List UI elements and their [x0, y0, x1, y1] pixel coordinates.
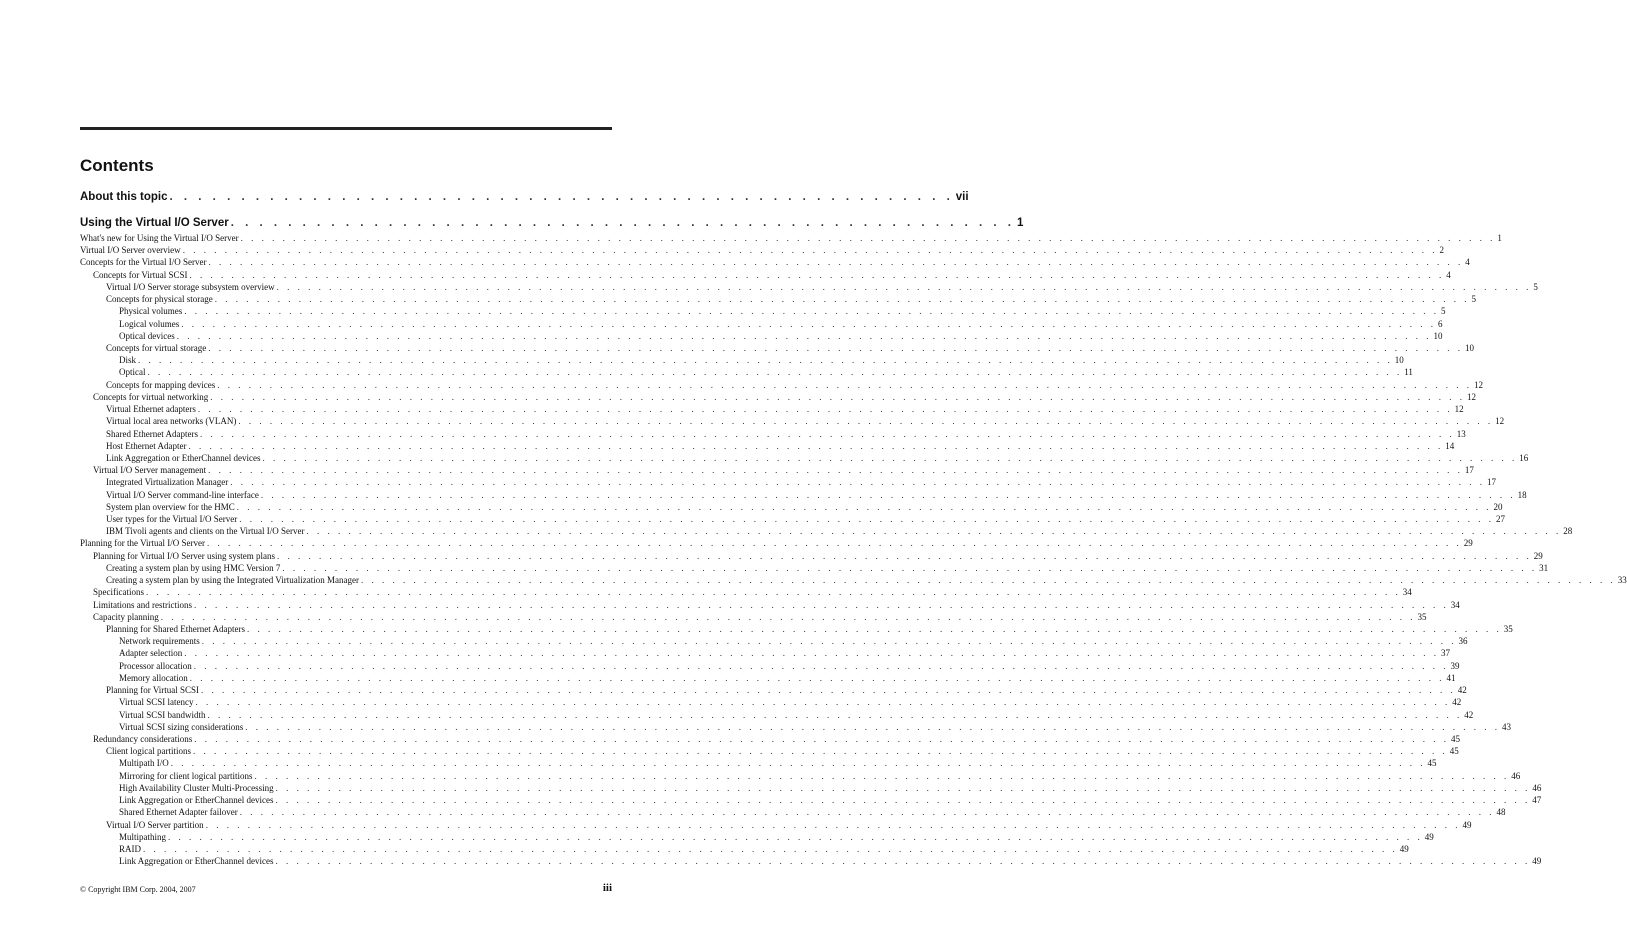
toc-entry[interactable] — [80, 513, 1506, 525]
toc-entry-label: Virtual I/O Server partition — [106, 819, 204, 830]
toc-entry-label: Virtual I/O Server overview — [80, 245, 181, 256]
toc-leader: . . . . . . . . . . . . . . . . . . . . . . . . . . . . . . . . . . . . . . . . . . . . . . . . . . . . . . . . . . . . . . . . . . . . . . . . . . . . . . . . . . . . . . . . . . . . . . . . . . . . . . . . . . . . . . . . . . . . . . . . — [238, 416, 1494, 427]
toc-leader: . . . . . . . . . . . . . . . . . . . . . . . . . . . . . . . . . . . . . . . . . . . . . . . . . . . . . . . . . . . . . . . . . . . . . . . . . . . . . . . . . . . . . . . . . . . . . . . . . . . . . . . . . . . . . . . . . . . . . . . . — [214, 294, 1470, 305]
toc-entry-label: Physical volumes — [119, 306, 183, 317]
toc-entry[interactable] — [80, 244, 1444, 256]
toc-entry[interactable] — [80, 599, 1460, 611]
toc-entry[interactable] — [80, 391, 1476, 403]
toc-entry-label: What's new for Using the Virtual I/O Server — [80, 233, 239, 243]
toc-entry-page: 34 — [1450, 599, 1460, 610]
toc-leader: . . . . . . . . . . . . . . . . . . . . . . . . . . . . . . . . . . . . . . . . . . . . . . . . . . . . . . . . . . . . . . . . . . . . . . . . . . . . . . . . . . . . . . . . . . . . . . . . . . . . . . . . . . . . . . . . . . . . . . . . — [208, 342, 1463, 353]
toc-entry[interactable] — [80, 684, 1467, 696]
toc-entry-page: 35 — [1417, 611, 1427, 622]
toc-leader: . . . . . . . . . . . . . . . . . . . . . . . . . . . . . . . . . . . . . . . . . . . . . . . . . . . . . . . . . . . . . . . . . . . . . . . . . . . . . . . . . . . . . . . . . . . . . . . . . . . . . . . . . . . . . . . . . . . . . . . . — [181, 318, 1436, 329]
toc-leader: . . . . . . . . . . . . . . . . . . . . . . . . . . . . . . . . . . . . . . . . . . . . . . . . . . . . . . . . . . . . . . . . . . . . . . . . . . . . . . . . . . . . . . . . . . . . . . . . . . . . . . . . . . . . . . . . . . . . . . . . — [240, 233, 1496, 243]
toc-entry-page: 10 — [1433, 330, 1443, 341]
toc-entry-page: 17 — [1464, 465, 1474, 476]
toc-entry[interactable] — [80, 256, 1470, 268]
toc-entry-page: 27 — [1496, 514, 1506, 525]
copyright-notice: © Copyright IBM Corp. 2004, 2007 — [80, 885, 196, 894]
toc-entry[interactable] — [80, 623, 1513, 635]
toc-entry-page: 12 — [1466, 391, 1476, 402]
toc-entry[interactable] — [80, 293, 1476, 305]
toc-entry[interactable] — [80, 611, 1427, 623]
toc-entry-page: 14 — [1445, 440, 1455, 451]
toc-entry-label: Creating a system plan by using HMC Version 7 — [106, 562, 281, 573]
toc-leader: . . . . . . . . . . . . . . . . . . . . . . . . . . . . . . . . . . . . . . . . . . . . . . . . . . . . . . . . . . . . . . . . . . . . . . . . . . . . . . . . . . . . . . . . . . . . . . . . . . . . . . . . . . . . . . . . . . . . . . . . — [184, 306, 1439, 317]
toc-leader: . . . . . . . . . . . . . . . . . . . . . . . . . . . . . . . . . . . . . . . . . . . . . . . . . . . . . . . . . . . . . . . . . . . . . . . . . . . . . . . . . . . . . . . . . . . . . . . . . . . . . . . . . . . . . . . . . . . . . . . . — [199, 428, 1455, 439]
toc-leader: . . . . . . . . . . . . . . . . . . . . . . . . . . . . . . . . . . . . . . . . . . . . . . . . . . . . . . . . . . . . . . . . . . . . . . . . . . . . . . . . . . . . . . . . . . . . . . . . . . . . . . . . . . . . . . . . . . . . . . . . — [188, 440, 1444, 451]
toc-leader: . . . . . . . . . . . . . . . . . . . . . . . . . . . . . . . . . . . . . . . . . . . . . . . . . . . . . . . . . . . . . . . . . . . . . . . . . . . . . . . . . . . . . . . . . . . . . . . . . . . . . . . . . . . . . . . . . . . . . . . . — [254, 770, 1510, 781]
toc-entry[interactable] — [80, 537, 1473, 549]
toc-entry-label: Concepts for Virtual SCSI — [93, 269, 188, 280]
toc-entry-label: Virtual I/O Server storage subsystem overview — [106, 281, 275, 292]
toc-entry[interactable] — [80, 342, 1474, 354]
toc-leader: . . . . . . . . . . . . . . . . . . . . . . . . . . . . . . . . . . . . . . . . . . . . . . . . . . . . . . . . . . . . . . . . . . . . . . . . . . . . . . . . . . . . . . . . . . . . . . . . . . . . . . . . . . . . . . . . . . . . . . . . — [207, 538, 1462, 549]
toc-entry-label: Concepts for mapping devices — [106, 379, 216, 390]
toc-entry-page: 34 — [1402, 587, 1412, 598]
toc-entry-label: Limitations and restrictions — [93, 599, 192, 610]
toc-entry-label: Concepts for virtual storage — [106, 342, 207, 353]
toc-leader: . . . . . . . . . . . . . . . . . . . . . . . . . . . . . . . . . . . . . . . . . . . . . . . . . . . . . . . . . . . . . . . . . . . . . . . . . . . . . . . . . . . . . . . . . . . . . . . . . . . . . . . . . . . . . . . . . . . . . . . . — [277, 550, 1532, 561]
toc-entry[interactable] — [80, 550, 1543, 562]
toc-leader: . . . . . . . . . . . . . . . . . . . . . . . . . . . . . . . . . . . . . . . . . . . . . . . . . . . . . . . . . . . . . . . . . . . . . . . . . . . . . . . . . . . . . . . . . . . . . . . . . . . . . . . . . . . . . . . . . . . . . . . . — [170, 758, 1426, 769]
toc-entry-page: 43 — [1501, 721, 1511, 732]
toc-entry[interactable] — [80, 733, 1460, 745]
toc-entry-label: Virtual SCSI bandwidth — [119, 709, 206, 720]
toc-leader: . . . . . . . . . . . . . . . . . . . . . . . . . . . . . . . . . . . . . . . . . . . . . . . . . . . . . . . . . . . . . . . . . . . . . . . . . . . . . . . . . . . . . . . . . . . . . . . . . . . . . . . . . . . . . . . . . . . . . . . . — [239, 807, 1495, 818]
toc-entry-label: Optical — [119, 367, 146, 378]
toc-entry-label: Optical devices — [119, 330, 175, 341]
toc-entry-page: 29 — [1533, 550, 1543, 561]
toc-entry-page: 10 — [1394, 355, 1404, 366]
toc-entry[interactable] — [80, 770, 1521, 782]
toc-leader: . . . . . . . . . . . . . . . . . . . . . . . . . . . . . . . . . . . . . . . . . . . . . . . . . . . . . . . . . . . . . . . . . . . . . . . . . . . . . . . . . . . . . . . . . . . . . . . . . . . . . . . . . . . . . . . . . . . . . . . . — [260, 489, 1516, 500]
toc-entry[interactable] — [80, 672, 1456, 684]
toc-leader: . . . . . . . . . . . . . . . . . . . . . . . . . . . . . . . . . . . . . . . . . . . . . . . . . . . . . . . . . . . . . . . . . . . . . . . . . . . . . . . . . . . . . . . . . . . . . . . . . . . . . . . . . . . . . . . . . . . . . . . . — [217, 379, 1472, 390]
toc-leader: . . . . . . . . . . . . . . . . . . . . . . . . . . . . . . . . . . . . . . . . . . . . . . . . . . . . . . . . . . . . . . . . . . . . . . . . . . . . . . . . . . . . . . . . . . . . . . . . . . . . . . . . . . . . . . . . . . . . . . . . — [197, 404, 1453, 415]
toc-section-label: Using the Virtual I/O Server — [80, 217, 229, 229]
toc-entry-page: 11 — [1404, 367, 1413, 378]
toc-entry[interactable] — [80, 318, 1443, 330]
toc-entry-label: Virtual SCSI sizing considerations — [119, 721, 244, 732]
toc-entry-label: Concepts for the Virtual I/O Server — [80, 257, 207, 268]
toc-entry-page: 46 — [1532, 782, 1542, 793]
toc-entry[interactable] — [80, 476, 1496, 488]
toc-entry-page: 4 — [1446, 269, 1451, 280]
toc-entry-page: 45 — [1427, 758, 1437, 769]
toc-leader: . . . . . . . . . . . . . . . . . . . . . . . . . . . . . . . . . . . . . . . . . . . . . . . . . . . . . . . . . . . . . . . . . . . . . . . . . . . . . . . . . . . . . . . . . . . . . . . . . . . . . . . . . . . . . . . . . . . . . . . . — [146, 587, 1401, 598]
toc-leader: . . . . . . . . . . . . . . . . . . . . . . . . . . . . . . . . . . . . . . . . . . . . . . . . . . . . . . . . . . . . . . . . . . . . . . . . . . . . . . . . . . . . . . . . . . . . . . . . . . . . . . . . . . . . . . . . . . . . . . . . — [239, 514, 1495, 525]
toc-entry-page: 42 — [1464, 709, 1474, 720]
toc-entry[interactable] — [80, 452, 1529, 464]
toc-entry[interactable] — [80, 586, 1412, 598]
toc-entry[interactable] — [80, 843, 1409, 855]
toc-entry[interactable] — [80, 525, 1573, 537]
toc-entry[interactable] — [80, 440, 1455, 452]
toc-entry-label: Logical volumes — [119, 318, 180, 329]
toc-leader: . . . . . . . . . . . . . . . . . . . . . . . . . . . . . . . . . . . . . . . . . . . . . . . . . . . . . . . . . . . . . . . . . . . . . . . . . . . . . . . . . . . . . . . . . . . . . . . . . . . . . . . . . . . . . . . . . . . . . . . . — [262, 452, 1518, 463]
toc-entry-page: 12 — [1454, 404, 1464, 415]
toc-section-using[interactable] — [80, 216, 1024, 230]
toc-entry-page: 12 — [1495, 416, 1505, 427]
toc-entry[interactable] — [80, 757, 1437, 769]
toc-leader: . . . . . . . . . . . . . . . . . . . . . . . . . . . . . . . . . . . . . . . . . . . . . . . . . . . . . . . . . . . . . . . . . . . . . . . . . . . . . . . . . . . . . . . . . . . . . . . . . . . . . . . . . . . . . . . . . . . . . . . . — [205, 819, 1461, 830]
toc-entry[interactable] — [80, 709, 1474, 721]
toc-leader: . . . . . . . . . . . . . . . . . . . . . . . . . . . . . . . . . . . . . . . . . . . . . . . . . . . . . . . . . . . . . . . . . . . . . . . . . . . . . . . . . . . . . . . . . . . . . . . . . . . . . . . . . . . . . . . . . . . . . . . . — [168, 831, 1423, 842]
toc-entry-page: 5 — [1441, 306, 1446, 317]
toc-entry-page: 10 — [1464, 342, 1474, 353]
toc-entry-label: Shared Ethernet Adapter failover — [119, 807, 238, 818]
toc-leader: . . . . . . . . . . . . . . . . . . . . . . . . . . . . . . . . . . . . . . . . . . . . . . . . . . . . . . . . . . . . . . . . . . . . . . . . . . . . . . . . . . . . . . . . . . . . . . . . . . . . . . . . . . . . . . . . . . . . . . . . — [176, 330, 1432, 341]
toc-entry-page: 35 — [1503, 624, 1513, 634]
toc-entry-label: Disk — [119, 355, 137, 366]
toc-entry-label: Planning for Shared Ethernet Adapters — [106, 624, 245, 634]
toc-entry[interactable] — [80, 819, 1472, 831]
toc-leader: . . . . . . . . . . . . . . . . . . . . . . . . . . . . . . . . . . . . . . . . . . . . . . . . . . . . . . . . . . . . . . . . . . . . . . . . . . . . . . . . . . . . . . . . . . . . . . . . . . . . . . . . . . . . . . . . . . . . . . . . — [193, 599, 1449, 610]
toc-entry-page: 6 — [1438, 318, 1443, 329]
toc-entry-page: 49 — [1399, 843, 1409, 854]
toc-entry-page: 28 — [1563, 526, 1573, 537]
toc-section-page: vii — [955, 191, 969, 203]
toc-leader: . . . . . . . . . . . . . . . . . . . . . . . . . . . . . . . . . . . . . . . . . . . . . . . . . . . . . . . . . . . . . . . . . . . . . . . . . . . . . . . . . . . . . . . . . . . . . . . . . . . . . . . . . . . . . . . . . . . . . . . . — [230, 477, 1485, 488]
toc-section-page: 1 — [1016, 217, 1024, 229]
toc-entry[interactable] — [80, 574, 1627, 586]
toc-entry-label: Redundancy considerations — [93, 733, 193, 744]
toc-entry-page: 16 — [1519, 452, 1529, 463]
toc-entry[interactable] — [80, 379, 1483, 391]
toc-leader: . . . . . . . . . . . . . . . . . . . . . . . . . . . . . . . . . . . . . . . . . . . . . . . . . . . . . . . . . . . . . . . . . . . . . . . . . . . . . . . . . . . . . . . . . . . . . . . . . . . . . . . . . . . . . . . . . . . . . . . . — [182, 245, 1438, 256]
toc-entry-page: 45 — [1449, 746, 1459, 757]
toc-entry-label: Memory allocation — [119, 672, 188, 683]
toc-entry-label: Virtual Ethernet adapters — [106, 404, 196, 415]
toc-entry[interactable] — [80, 660, 1460, 672]
toc-entry-label: Shared Ethernet Adapters — [106, 428, 198, 439]
toc-entry-page: 18 — [1517, 489, 1527, 500]
toc-entry-label: Mirroring for client logical partitions — [119, 770, 253, 781]
toc-entry-page: 2 — [1439, 245, 1444, 256]
toc-leader: . . . . . . . . . . . . . . . . . . . . . . . . . . . . . . . . . . . . . . . . . . . . . . . . . . . . . . . . . . . . . . . . . . . . . . . . . . . . . . . . . . . . . . . . . . . . . . . . . . . . . . . . . . . . . . . . . . . . . . . . — [147, 367, 1403, 378]
toc-entry-label: Planning for the Virtual I/O Server — [80, 538, 206, 549]
toc-entry-label: Planning for Virtual SCSI — [106, 685, 200, 696]
toc-entry-page: 12 — [1473, 379, 1483, 390]
toc-leader: . . . . . . . . . . . . . . . . . . . . . . . . . . . . . . . . . . . . . . . . . . . . . . . . . . . . . . . . . . . . . . . . . . . . . . . . . . . . . . . . . . . . . . . . . . . . . . . . . . . . . . . . . . . . . . . . . . . . . . . . — [282, 562, 1538, 573]
toc-entry-page: 29 — [1463, 538, 1473, 549]
toc-leader: . . . . . . . . . . . . . . . . . . . . . . . . . . . . . . . . . . . . . . . . . . . . . . . . . . . . . . . — [230, 217, 1015, 229]
toc-leader: . . . . . . . . . . . . . . . . . . . . . . . . . . . . . . . . . . . . . . . . . . . . . . . . . . . . . . . . . . . . . . . . . . . . . . . . . . . . . . . . . . . . . . . . . . . . . . . . . . . . . . . . . . . . . . . . . . . . . . . . — [207, 709, 1463, 720]
toc-entry[interactable] — [80, 562, 1549, 574]
toc-entry-label: Specifications — [93, 587, 144, 598]
toc-leader: . . . . . . . . . . . . . . . . . . . . . . . . . . . . . . . . . . . . . . . . . . . . . . . . . . . . . . . . . . . . . . . . . . . . . . . . . . . . . . . . . . . . . . . . . . . . . . . . . . . . . . . . . . . . . . . . . . . . . . . . — [275, 782, 1531, 793]
toc-entry[interactable] — [80, 428, 1466, 440]
toc-entry-label: Multipath I/O — [119, 758, 169, 769]
toc-entry[interactable] — [80, 489, 1527, 501]
toc-entry-page: 37 — [1440, 648, 1450, 659]
title-rule — [80, 127, 612, 130]
toc-entry-label: Virtual I/O Server management — [93, 465, 207, 476]
toc-leader: . . . . . . . . . . . . . . . . . . . . . . . . . . . . . . . . . . . . . . . . . . . . . . . . . . . . . . . . . . . . . . . . . . . . . . . . . . . . . . . . . . . . . . . . . . . . . . . . . . . . . . . . . . . . . . . . . . . . . . . . — [194, 733, 1449, 744]
toc-entry-page: 36 — [1458, 636, 1468, 647]
toc-entry-page: 33 — [1617, 575, 1627, 586]
toc-entry-label: Link Aggregation or EtherChannel devices — [106, 452, 261, 463]
toc-entry[interactable] — [80, 330, 1443, 342]
toc-entry-label: RAID — [119, 843, 141, 854]
toc-leader: . . . . . . . . . . . . . . . . . . . . . . . . . . . . . . . . . . . . . . . . . . . . . . . . . . . . . . . . . . . . . . . . . . . . . . . . . . . . . . . . . . . . . . . . . . . . . . . . . . . . . . . . . . . . . . . . . . . . . . . . — [143, 843, 1398, 854]
toc-entry-page: 47 — [1532, 795, 1542, 806]
toc-entry-label: Capacity planning — [93, 611, 159, 622]
toc-entry-page: 39 — [1450, 660, 1460, 671]
toc-entry-page: 31 — [1539, 562, 1549, 573]
toc-entry[interactable] — [80, 501, 1503, 513]
toc-section-label: About this topic — [80, 191, 168, 203]
toc-entry-page: 46 — [1511, 770, 1521, 781]
toc-leader: . . . . . . . . . . . . . . . . . . . . . . . . . . . . . . . . . . . . . . . . . . . . . . . . . . . . . . . . . . . . . . . . . . . . . . . . . . . . . . . . . . . . . . . . . . . . . . . . . . . . . . . . . . . . . . . . . . . . . . . . — [138, 355, 1393, 366]
toc-leader: . . . . . . . . . . . . . . . . . . . . . . . . . . . . . . . . . . . . . . . . . . . . . . . . . . . . . . . . . . . . . . . . . . . . . . . . . . . . . . . . . . . . . . . . . . . . . . . . . . . . . . . . . . . . . . . . . . . . . . . . — [201, 636, 1457, 647]
toc-entry-page: 49 — [1424, 831, 1434, 842]
toc-entry-label: Client logical partitions — [106, 746, 191, 757]
toc-entry-page: 49 — [1532, 856, 1542, 867]
toc-leader: . . . . . . . . . . . . . . . . . . . . . . . . . . . . . . . . . . . . . . . . . . . . . . . . . . . . . . . . . . . . . . . . . . . . . . . . . . . . . . . . . . . . . . . . . . . . . . . . . . . . . . . . . . . . . . . . . . . . . . . . — [189, 269, 1445, 280]
toc-entry[interactable] — [80, 464, 1474, 476]
toc-entry-page: 42 — [1457, 685, 1467, 696]
toc-entry[interactable] — [80, 721, 1511, 733]
toc-entry[interactable] — [80, 232, 1502, 244]
toc-leader: . . . . . . . . . . . . . . . . . . . . . . . . . . . . . . . . . . . . . . . . . . . . . . . . . . . . . . . . . . . . . . . . . . . . . . . . . . . . . . . . . . . . . . . . . . . . . . . . . . . . . . . . . . . . . . . . . . . . . . . . — [275, 856, 1531, 867]
toc-entry-page: 42 — [1452, 697, 1462, 708]
toc-entry-label: Integrated Virtualization Manager — [106, 477, 229, 488]
toc-leader: . . . . . . . . . . . . . . . . . . . . . . . . . . . . . . . . . . . . . . . . . . . . . . . . . . . . . . . . . . . . . . . . . . . . . . . . . . . . . . . . . . . . . . . . . . . . . . . . . . . . . . . . . . . . . . . . . . . . . . . . — [208, 257, 1464, 268]
toc-leader: . . . . . . . . . . . . . . . . . . . . . . . . . . . . . . . . . . . . . . . . . . . . . . . . . . . . . . . . . . . . . . . . . . . . . . . . . . . . . . . . . . . . . . . . . . . . . . . . . . . . . . . . . . . . . . . . . . . . . . . . — [201, 685, 1456, 696]
toc-entry-page: 41 — [1446, 672, 1456, 683]
toc-entry[interactable] — [80, 782, 1542, 794]
toc-entry-label: Host Ethernet Adapter — [106, 440, 187, 451]
toc-entry-label: Concepts for physical storage — [106, 294, 213, 305]
toc-entry-page: 45 — [1450, 733, 1460, 744]
toc-entry[interactable] — [80, 366, 1413, 378]
toc-entry-list — [80, 232, 1627, 867]
toc-entry[interactable] — [80, 647, 1450, 659]
toc-leader: . . . . . . . . . . . . . . . . . . . . . . . . . . . . . . . . . . . . . . . . . . . . . . . . . . . . . . . . . . . . . . . . . . . . . . . . . . . . . . . . . . . . . . . . . . . . . . . . . . . . . . . . . . . . . . . . . . . . . . . . — [160, 611, 1416, 622]
toc-entry[interactable] — [80, 635, 1468, 647]
toc-leader: . . . . . . . . . . . . . . . . . . . . . . . . . . . . . . . . . . . . . . . . . . . . . . . . . . . . . . . . . . . . . . . . . . . . . . . . . . . . . . . . . . . . . . . . . . . . . . . . . . . . . . . . . . . . . . . . . . . . . . . . — [193, 660, 1449, 671]
toc-entry-label: Processor allocation — [119, 660, 192, 671]
toc-entry-page: 5 — [1471, 294, 1476, 305]
page-title: Contents — [80, 156, 154, 175]
toc-entry[interactable] — [80, 806, 1506, 818]
toc-entry-page: 48 — [1496, 807, 1506, 818]
toc-entry-label: Concepts for virtual networking — [93, 391, 209, 402]
toc-entry-page: 1 — [1497, 233, 1502, 243]
toc-entry-label: IBM Tivoli agents and clients on the Virtual I/O Server — [106, 526, 305, 537]
toc-leader: . . . . . . . . . . . . . . . . . . . . . . . . . . . . . . . . . . . . . . . . . . . . . . . . . . . . . . . . . . . . . . . . . . . . . . . . . . . . . . . . . . . . . . . . . . . . . . . . . . . . . . . . . . . . . . . . . . . . . . . . — [184, 648, 1439, 659]
toc-entry[interactable] — [80, 403, 1464, 415]
toc-entry-label: Virtual I/O Server command-line interface — [106, 489, 259, 500]
toc-entry-label: Link Aggregation or EtherChannel devices — [119, 856, 274, 867]
toc-entry[interactable] — [80, 831, 1434, 843]
toc-entry[interactable] — [80, 745, 1459, 757]
toc-leader: . . . . . . . . . . . . . . . . . . . . . . . . . . . . . . . . . . . . . . . . . . . . . . . . . . . . . . . . . . . . . . . . . . . . . . . . . . . . . . . . . . . . . . . . . . . . . . . . . . . . . . . . . . . . . . . . . . . . . . . . — [245, 721, 1500, 732]
toc-entry-label: Virtual SCSI latency — [119, 697, 194, 708]
page-number: iii — [602, 882, 612, 894]
toc-entry[interactable] — [80, 855, 1542, 867]
toc-entry-label: High Availability Cluster Multi-Processing — [119, 782, 274, 793]
toc-entry-page: 17 — [1487, 477, 1496, 488]
toc-entry-label: Multipathing — [119, 831, 166, 842]
toc-leader: . . . . . . . . . . . . . . . . . . . . . . . . . . . . . . . . . . . . . . . . . . . . . . . . . . . . . . . . . . . . . . . . . . . . . . . . . . . . . . . . . . . . . . . . . . . . . . . . . . . . . . . . . . . . . . . . . . . . . . . . — [210, 391, 1465, 402]
toc-entry-label: System plan overview for the HMC — [106, 501, 235, 512]
toc-leader: . . . . . . . . . . . . . . . . . . . . . . . . . . . . . . . . . . . . . . . . . . . . . . . . . . . . . . . . . . . . . . . . . . . . . . . . . . . . . . . . . . . . . . . . . . . . . . . . . . . . . . . . . . . . . . . . . . . . . . . . — [195, 697, 1451, 708]
toc-entry-page: 5 — [1533, 281, 1538, 292]
toc-entry[interactable] — [80, 794, 1542, 806]
toc-leader: . . . . . . . . . . . . . . . . . . . . . . . . . . . . . . . . . . . . . . . . . . . . . . . . . . . . . . . . . . . . . . . . . . . . . . . . . . . . . . . . . . . . . . . . . . . . . . . . . . . . . . . . . . . . . . . . . . . . . . . . — [189, 672, 1445, 683]
toc-entry-label: Network requirements — [119, 636, 200, 647]
toc-entry-label: Adapter selection — [119, 648, 183, 659]
toc-entry-page: 49 — [1462, 819, 1472, 830]
toc-section-about[interactable] — [80, 190, 969, 204]
toc-entry[interactable] — [80, 415, 1505, 427]
toc-leader: . . . . . . . . . . . . . . . . . . . . . . . . . . . . . . . . . . . . . . . . . . . . . . . . . . . . . . . . . . . . . . . . . . . . . . . . . . . . . . . . . . . . . . . . . . . . . . . . . . . . . . . . . . . . . . . . . . . . . . . . — [275, 795, 1531, 806]
toc-entry-label: User types for the Virtual I/O Server — [106, 514, 238, 525]
toc-leader: . . . . . . . . . . . . . . . . . . . . . . . . . . . . . . . . . . . . . . . . . . . . . . . . . . . . . . . . . . . . . . . . . . . . . . . . . . . . . . . . . . . . . . . . . . . . . . . . . . . . . . . . . . . . . . . . . . . . . . . . — [246, 624, 1502, 634]
toc-entry[interactable] — [80, 354, 1404, 366]
toc-entry-label: Creating a system plan by using the Integrated Virtualization Manager — [106, 575, 359, 586]
toc-entry[interactable] — [80, 281, 1538, 293]
toc-leader: . . . . . . . . . . . . . . . . . . . . . . . . . . . . . . . . . . . . . . . . . . . . . . . . . . . . . . . . . . . . . . . . . . . . . . . . . . . . . . . . . . . . . . . . . . . . . . . . . . . . . . . . . . . . . . . . . . . . . . . . — [276, 281, 1532, 292]
toc-leader: . . . . . . . . . . . . . . . . . . . . . . . . . . . . . . . . . . . . . . . . . . . . . . . . . . . . . . . . . . . . . . . . . . . . . . . . . . . . . . . . . . . . . . . . . . . . . . . . . . . . . . . . . . . . . . . . . . . . . . . . — [208, 465, 1463, 476]
toc-entry[interactable] — [80, 269, 1451, 281]
toc-entry-label: Virtual local area networks (VLAN) — [106, 416, 237, 427]
toc-entry[interactable] — [80, 696, 1462, 708]
toc-leader: . . . . . . . . . . . . . . . . . . . . . . . . . . . . . . . . . . . . . . . . . . . . . . . . . . . . . . . . . . . . . . . . . . . . . . . . . . . . . . . . . . . . . . . . . . . . . . . . . . . . . . . . . . . . . . . . . . . . . . . . — [193, 746, 1448, 757]
toc-entry-label: Link Aggregation or EtherChannel devices — [119, 795, 274, 806]
toc-entry-page: 13 — [1456, 428, 1466, 439]
toc-entry-page: 20 — [1493, 501, 1503, 512]
toc-entry-label: Planning for Virtual I/O Server using system plans — [93, 550, 276, 561]
toc-leader: . . . . . . . . . . . . . . . . . . . . . . . . . . . . . . . . . . . . . . . . . . . . . . . . . . . . . . . . . . . . . . . . . . . . . . . . . . . . . . . . . . . . . . . . . . . . . . . . . . . . . . . . . . . . . . . . . . . . . . . . — [306, 526, 1562, 537]
toc-entry[interactable] — [80, 305, 1446, 317]
toc-entry-page: 4 — [1465, 257, 1470, 268]
toc-leader: . . . . . . . . . . . . . . . . . . . . . . . . . . . . . . . . . . . . . . . . . . . . . . . . . . . . . . . . . . . . . . . . . . . . . . . . . . . . . . . . . . . . . . . . . . . . . . . . . . . . . . . . . . . . . . . . . . . . . . . . — [236, 501, 1492, 512]
toc-leader: . . . . . . . . . . . . . . . . . . . . . . . . . . . . . . . . . . . . . . . . . . . . . . . . . . . . . . . — [169, 191, 954, 203]
toc-leader: . . . . . . . . . . . . . . . . . . . . . . . . . . . . . . . . . . . . . . . . . . . . . . . . . . . . . . . . . . . . . . . . . . . . . . . . . . . . . . . . . . . . . . . . . . . . . . . . . . . . . . . . . . . . . . . . . . . . . . . . — [360, 575, 1616, 586]
